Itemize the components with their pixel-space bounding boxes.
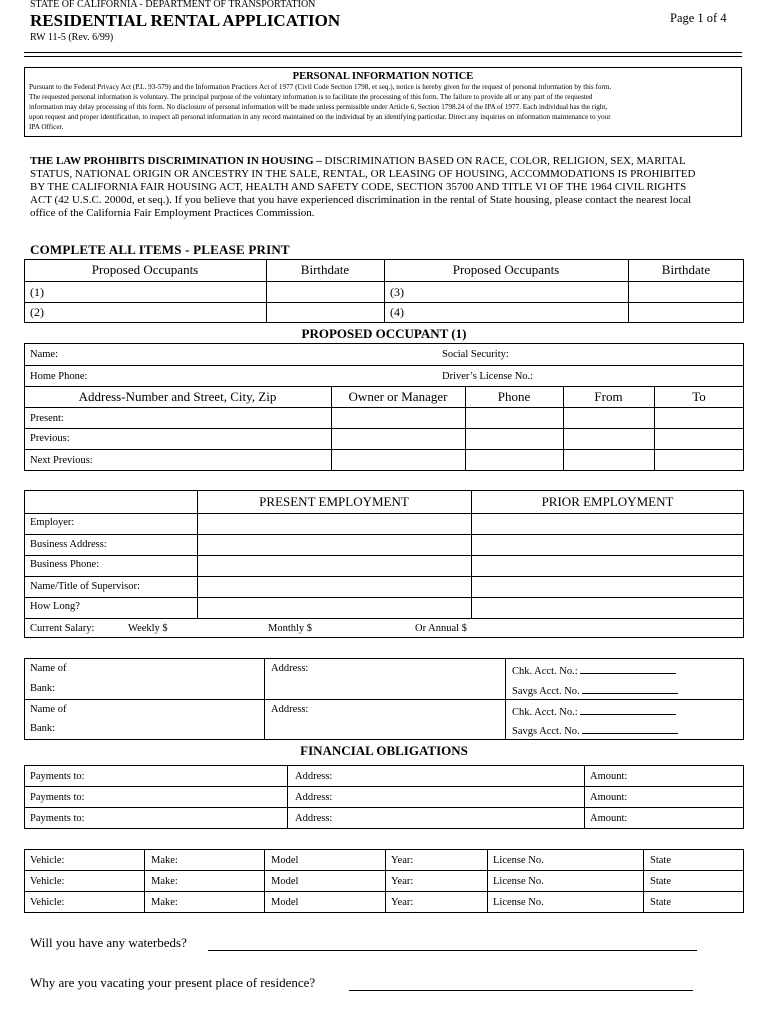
amount-label: Amount: (590, 771, 628, 782)
row-divider (24, 870, 744, 871)
col-header-occupants: Proposed Occupants (452, 262, 560, 277)
row-divider (24, 618, 744, 619)
model-label: Model (271, 855, 299, 866)
previous-address-label: Previous: (30, 433, 70, 444)
state-label: State (650, 897, 671, 908)
col-header-address: Address-Number and Street, City, Zip (78, 389, 277, 404)
privacy-notice-line: Pursuant to the Federal Privacy Act (P.L. 93-579) and the Information Practices Act of 1977 (Civil Code Section 1798, et seq.), notice is hereby given for the request of personal information by this form. (29, 83, 612, 91)
page-number: Page 1 of 4 (670, 11, 727, 25)
discrimination-line-2: STATUS, NATIONAL ORIGIN OR ANCESTRY IN THE SALE, RENTAL, OR LEASING OF HOUSING, ACCOMMODATIONS IS PROHIBITED (30, 168, 696, 180)
name-label: Name: (30, 349, 58, 360)
agency-name: STATE OF CALIFORNIA - DEPARTMENT OF TRANSPORTATION (30, 0, 316, 10)
col-divider (643, 849, 644, 913)
col-divider (144, 849, 145, 913)
amount-label: Amount: (590, 813, 628, 824)
weekly-salary-label: Weekly $ (128, 623, 168, 634)
form-number: RW 11-5 (Rev. 6/99) (30, 32, 114, 43)
obligation-address-label: Address: (295, 771, 333, 782)
row-divider (24, 576, 744, 577)
bank-address-label: Address: (271, 704, 309, 715)
vacating-answer-line[interactable] (349, 990, 693, 991)
complete-all-heading: COMPLETE ALL ITEMS - PLEASE PRINT (30, 242, 290, 257)
model-label: Model (271, 876, 299, 887)
checking-account-label (512, 704, 676, 718)
bank-name-label: Name of (30, 663, 67, 674)
checking-account-label (512, 663, 676, 677)
bank-label: Bank: (30, 723, 56, 734)
vehicle-label: Vehicle: (30, 897, 65, 908)
supervisor-label: Name/Title of Supervisor: (30, 581, 140, 592)
license-no-label: License No. (493, 876, 544, 887)
row-divider (24, 513, 744, 514)
savings-account-field[interactable] (582, 683, 678, 694)
state-label: State (650, 855, 671, 866)
col-divider (287, 765, 288, 829)
col-divider (487, 849, 488, 913)
checking-account-text: Chk. Acct. No.: (512, 707, 578, 718)
savings-account-label (512, 723, 678, 737)
payments-to-label: Payments to: (30, 792, 85, 803)
col-header-birthdate: Birthdate (661, 262, 711, 277)
privacy-notice-line: IPA Officer. (29, 123, 64, 131)
drivers-license-label: Driver’s License No.: (442, 371, 534, 382)
discrimination-line-3: BY THE CALIFORNIA FAIR HOUSING ACT, HEALTH AND SAFETY CODE, SECTION 35700 AND TITLE VI OF THE 1964 CIVIL RIGHTS (30, 181, 687, 193)
waterbeds-answer-line[interactable] (208, 950, 697, 951)
year-label: Year: (391, 897, 414, 908)
savings-account-text: Savgs Acct. No. (512, 726, 580, 737)
obligation-address-label: Address: (295, 813, 333, 824)
row-divider (24, 891, 744, 892)
savings-account-text: Savgs Acct. No. (512, 686, 580, 697)
occupant-row-label: (3) (390, 285, 404, 299)
ssn-label: Social Security: (442, 349, 509, 360)
savings-account-label (512, 683, 678, 697)
row-divider (24, 786, 744, 787)
col-header-to: To (692, 389, 706, 404)
col-header-phone: Phone (497, 389, 531, 404)
current-salary-label: Current Salary: (30, 623, 95, 634)
discrimination-bold: THE LAW PROHIBITS DISCRIMINATION IN HOUSING (30, 155, 314, 167)
occupant-row-label: (1) (30, 285, 44, 299)
row-divider (24, 807, 744, 808)
privacy-notice-line: The requested personal information is voluntary. The principal purpose of the voluntary information is to facilitate the processing of this form. The failure to provide all or any part of the requested (29, 93, 593, 101)
privacy-notice-box (24, 67, 742, 137)
home-phone-label: Home Phone: (30, 371, 88, 382)
monthly-salary-label: Monthly $ (268, 623, 313, 634)
vehicle-table (24, 849, 744, 913)
col-divider (505, 658, 506, 740)
how-long-label: How Long? (30, 601, 80, 612)
proposed-occupant-heading: PROPOSED OCCUPANT (1) (301, 326, 467, 341)
savings-account-field[interactable] (582, 723, 678, 734)
form-title: RESIDENTIAL RENTAL APPLICATION (30, 11, 341, 30)
discrimination-dash: – (316, 155, 322, 167)
present-employment-header: PRESENT EMPLOYMENT (259, 494, 409, 509)
privacy-notice-title: PERSONAL INFORMATION NOTICE (292, 71, 474, 82)
col-divider (264, 849, 265, 913)
present-address-label: Present: (30, 413, 64, 424)
vacating-question: Why are you vacating your present place of residence? (30, 975, 316, 990)
license-no-label: License No. (493, 897, 544, 908)
row-divider (24, 534, 744, 535)
year-label: Year: (391, 855, 414, 866)
payments-to-label: Payments to: (30, 813, 85, 824)
business-phone-label: Business Phone: (30, 559, 100, 570)
row-divider (24, 555, 744, 556)
vehicle-label: Vehicle: (30, 876, 65, 887)
financial-obligations-heading: FINANCIAL OBLIGATIONS (300, 743, 468, 758)
col-divider (385, 849, 386, 913)
checking-account-field[interactable] (580, 663, 676, 674)
make-label: Make: (151, 855, 178, 866)
make-label: Make: (151, 876, 178, 887)
row-divider (24, 699, 744, 700)
checking-account-field[interactable] (580, 704, 676, 715)
privacy-notice-line: information may delay processing of this form. No disclosure of personal information will be made unless permissible under Article 6, Section 1798.24 of the IPA of 1977. Each individual has the right, (29, 103, 608, 111)
occupant-row-label: (4) (390, 305, 404, 319)
checking-account-text: Chk. Acct. No.: (512, 666, 578, 677)
model-label: Model (271, 897, 299, 908)
row-divider (24, 428, 744, 429)
state-label: State (650, 876, 671, 887)
make-label: Make: (151, 897, 178, 908)
vehicle-label: Vehicle: (30, 855, 65, 866)
bank-address-label: Address: (271, 663, 309, 674)
financial-table (24, 765, 744, 829)
row-divider (24, 407, 744, 408)
privacy-notice-line: upon request and proper identification, to inspect all personal information in any record maintained on the individual by an identifying particular. Direct any inquiries on information maintenance to your (29, 113, 611, 121)
row-divider (24, 597, 744, 598)
header-rule-top (24, 52, 742, 53)
occupant-row-label: (2) (30, 305, 44, 319)
next-previous-address-label: Next Previous: (30, 455, 93, 466)
bank-label: Bank: (30, 683, 56, 694)
row-divider (24, 365, 744, 366)
year-label: Year: (391, 876, 414, 887)
waterbeds-question: Will you have any waterbeds? (30, 935, 187, 950)
bank-name-label: Name of (30, 704, 67, 715)
business-address-label: Business Address: (30, 539, 107, 550)
col-header-occupants: Proposed Occupants (91, 262, 199, 277)
header-rule-bottom (24, 56, 742, 57)
employer-label: Employer: (30, 517, 75, 528)
col-divider (264, 658, 265, 740)
prior-employment-header: PRIOR EMPLOYMENT (541, 494, 674, 509)
obligation-address-label: Address: (295, 792, 333, 803)
col-header-from: From (594, 389, 623, 404)
discrimination-text: DISCRIMINATION BASED ON RACE, COLOR, RELIGION, SEX, MARITAL (321, 155, 686, 167)
col-header-owner: Owner or Manager (348, 389, 448, 404)
license-no-label: License No. (493, 855, 544, 866)
payments-to-label: Payments to: (30, 771, 85, 782)
discrimination-line-1 (30, 155, 686, 167)
annual-salary-label: Or Annual $ (415, 623, 467, 634)
row-divider (24, 386, 744, 387)
amount-label: Amount: (590, 792, 628, 803)
col-divider (584, 765, 585, 829)
discrimination-line-5: office of the California Fair Employment Practices Commission. (30, 207, 315, 219)
row-divider (24, 449, 744, 450)
discrimination-line-4: ACT (42 U.S.C. 2000d, et seq.). If you believe that you have experienced discrimination in the rental of State housing, please contact the nearest local (30, 194, 692, 206)
col-header-birthdate: Birthdate (300, 262, 350, 277)
